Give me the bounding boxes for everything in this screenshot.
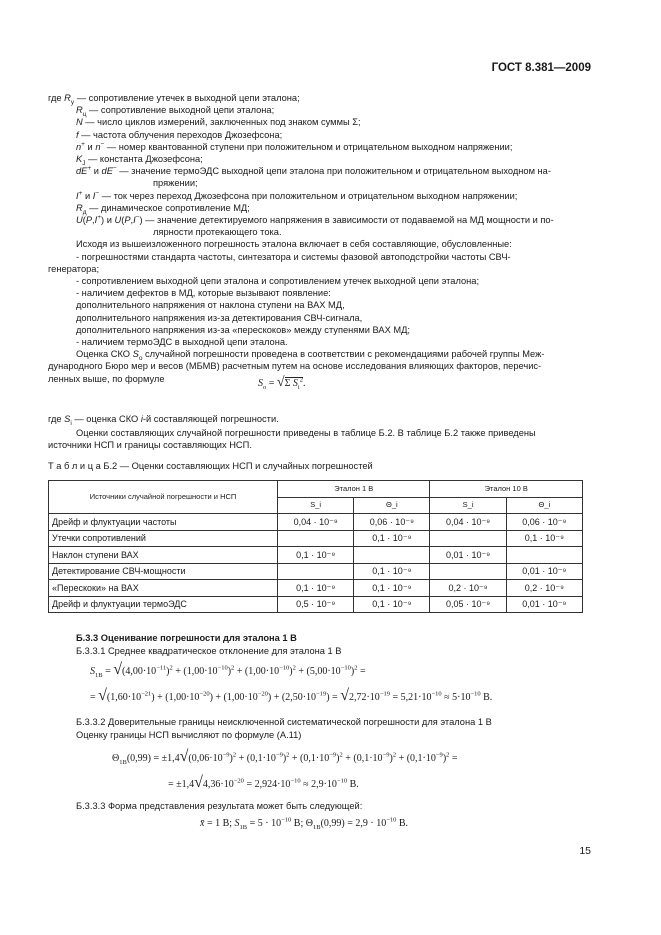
nsp-table: [48, 480, 583, 613]
section-title: Б.3.3 Оценивание погрешности для эталона 1 В: [76, 633, 297, 643]
para-item-4: - наличием термоЭДС в выходной цепи эталона.: [76, 337, 288, 348]
def-np: n+ и n− — номер квантованной ступени при положительном и отрицательном выходном напряжении;: [76, 140, 513, 152]
table-row: Дрейф и флуктуации термоЭДС 0,5 · 10⁻⁹ 0,1 · 10⁻⁹ 0,05 · 10⁻⁹ 0,01 · 10⁻⁹: [49, 596, 583, 613]
col-group-1v: Эталон 1 В: [278, 481, 430, 498]
formula-s1b-line2: = $√(1,60\cdot 10^{-21}) + (1,00\cdot 10^{-20}) + (1,00\cdot 10^{-20}) + (2,50\cdot 10^{-19}) = √2,72\cdot 10^{-19} = 5,21\cdot 10^{-10} \approx 5\cdot 10^{-10}$ В.: [90, 687, 493, 704]
table-row: «Перескоки» на ВАХ 0,1 · 10⁻⁹ 0,1 · 10⁻⁹ 0,2 · 10⁻⁹ 0,2 · 10⁻⁹: [49, 580, 583, 597]
col-source: Источники случайной погрешности и НСП: [49, 481, 278, 514]
def-rc: $R_ц$ — сопротивление выходной цепи эталона;: [76, 105, 275, 119]
table-row: Наклон ступени ВАХ 0,1 · 10⁻⁹ 0,01 · 10⁻⁹: [49, 547, 583, 564]
section-nsp: Б.3.3.2 Доверительные границы неисключенной систематической погрешности для эталона 1 В: [76, 717, 492, 727]
formula-theta-line1: $\Theta_{1В}(0,99) = \pm 1,4√(0,06\cdot 10^{-9})^2 + (0,1\cdot 10^{-9})^2 + (0,1\cdot 10^{-9})^2 + (0,1\cdot 10^{-9})^2 + (0,1\cdot 10^{-9})^2$ =: [112, 748, 458, 766]
table-row: Утечки сопротивлений 0,1 · 10⁻⁹ 0,1 · 10⁻⁹: [49, 530, 583, 547]
col-group-10v: Эталон 10 В: [430, 481, 583, 498]
col-theta-1v: Θ_i: [354, 497, 430, 514]
def-u: U(P,I+) и U(P,I−) — значение детектируемого напряжения в зависимости от подаваемой на МД мощности и по-: [76, 213, 554, 226]
para-item-2: - сопротивлением выходной цепи эталона и сопротивлением утечек выходной цепи эталона;: [76, 276, 480, 287]
def-n: N — число циклов измерений, заключенных под знаком суммы Σ;: [76, 117, 361, 128]
section-sko: Б.3.3.1 Среднее квадратическое отклонение для эталона 1 В: [76, 646, 342, 656]
col-s-1v: S_i: [278, 497, 354, 514]
para-si: где $S_i$ — оценка СКО i-й составляющей погрешности.: [48, 414, 279, 427]
def-f: f — частота облучения переходов Джозефсона;: [76, 129, 283, 140]
para-item-1b: генератора;: [48, 263, 100, 274]
table-row: Детектирование СВЧ-мощности 0,1 · 10⁻⁹ 0,01 · 10⁻⁹: [49, 563, 583, 580]
def-de: dE+ и dE− — значение термоЭДС выходной цепи эталона при положительном и отрицательном выходном на-: [76, 165, 551, 177]
def-rd: $R_д$ — динамическое сопротивление МД;: [76, 202, 250, 216]
para-item-3a: дополнительного напряжения от наклона ступени на ВАХ МД,: [76, 300, 345, 311]
formula-theta-line2: = $\pm 1,4√4,36\cdot 10^{-20} = 2,924\cdot 10^{-10} \approx 2,9\cdot 10^{-10}$ В.: [168, 774, 359, 791]
standard-header: ГОСТ 8.381—2009: [491, 62, 591, 74]
def-kj: $K_J$ — константа Джозефсона;: [76, 154, 203, 167]
formula-so: $S_о = √\Sigma$ $S_i^2$.: [258, 375, 306, 391]
section-result: Б.3.3.3 Форма представления результата может быть следующей:: [76, 801, 363, 811]
table-caption: Т а б л и ц а Б.2 — Оценки составляющих НСП и случайных погрешностей: [48, 461, 373, 471]
para-item-3b: дополнительного напряжения из-за детектирования СВЧ-сигнала,: [76, 312, 363, 323]
para-table-ref-a: Оценки составляющих случайной погрешности приведены в таблице Б.2. В таблице Б.2 также приведены: [76, 428, 536, 438]
para-item-1a: - погрешностями стандарта частоты, синтезатора и системы фазовой автоподстройки частоты СВЧ-: [76, 251, 511, 262]
col-s-10v: S_i: [430, 497, 506, 514]
def-de-cont: пряжении;: [153, 178, 198, 189]
def-u-cont: лярности протекающего тока.: [153, 227, 282, 238]
col-theta-10v: Θ_i: [506, 497, 582, 514]
def-i: I+ и I− — ток через переход Джозефсона при положительном и отрицательном выходном напряжении;: [76, 189, 518, 201]
table-row: Дрейф и флуктуации частоты 0,04 · 10⁻⁹ 0,06 · 10⁻⁹ 0,04 · 10⁻⁹ 0,06 · 10⁻⁹: [49, 514, 583, 531]
page-number: 15: [579, 845, 591, 857]
para-sko-c: ленных выше, по формуле: [48, 373, 165, 384]
para-components: Исходя из вышеизложенного погрешность эталона включает в себя составляющие, обусловленные:: [76, 239, 512, 250]
para-table-ref-b: источники НСП и границы составляющих НСП.: [48, 440, 252, 450]
para-sko-b: дународного Бюро мер и весов (МБМВ) расчетным путем на основе исследования влияющих факторов, перечис-: [48, 361, 542, 372]
definitions-block: [48, 92, 593, 385]
para-item-3c: дополнительного напряжения из-за «перескоков» между ступенями ВАХ МД;: [76, 324, 410, 335]
formula-s1b-line1: $S_{1В} = √(4,00\cdot 10^{-11})^2 + (1,00\cdot 10^{-10})^2 + (1,00\cdot 10^{-10})^2 + (5,00\cdot 10^{-10})^2$ =: [90, 661, 366, 679]
def-ry: где $R_у$ — сопротивление утечек в выходной цепи эталона;: [48, 93, 300, 106]
section-nsp-b: Оценку границы НСП вычисляют по формуле (А.11): [76, 730, 302, 740]
formula-result: x̄ = 1 В; $S_{1В} = 5 \cdot 10^{-10}$ В; $\Theta_{1В}(0,99) = 2,9 \cdot 10^{-10}$ В.: [200, 816, 409, 831]
para-sko-a: Оценка СКО $S_о$ случайной погрешности проведена в соответствии с рекомендациями рабочей группы Меж-: [76, 349, 545, 363]
para-item-3: - наличием дефектов в МД, которые вызывают появление:: [76, 288, 331, 299]
